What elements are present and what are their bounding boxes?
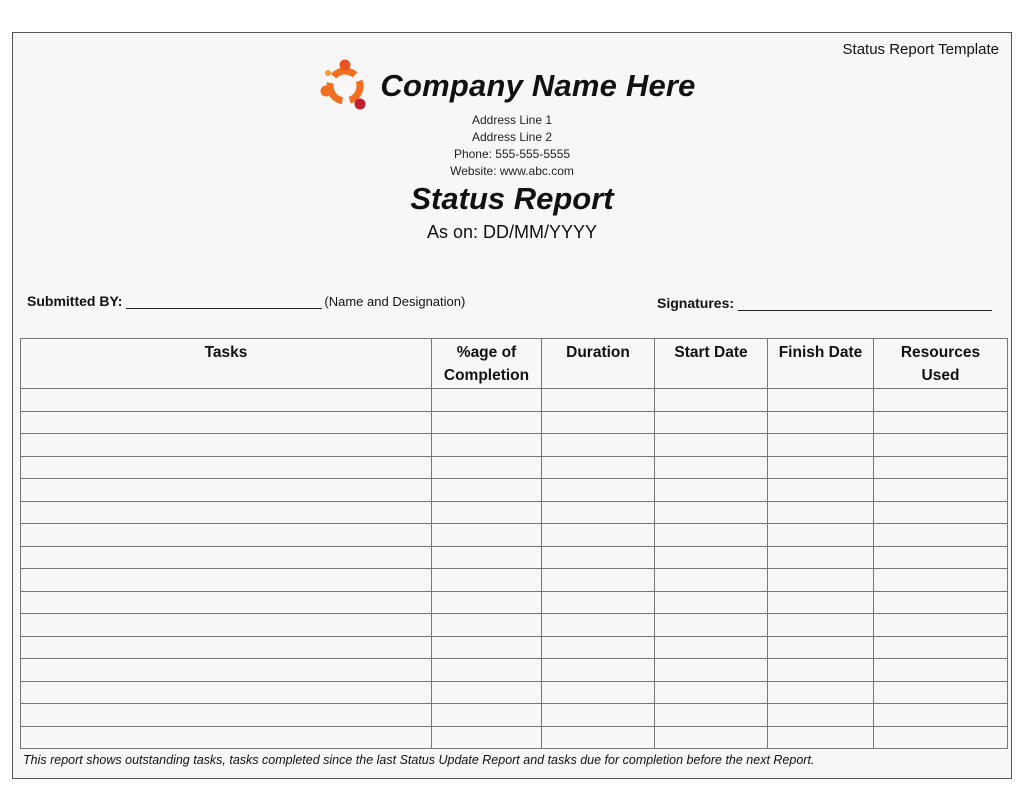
table-row <box>21 614 1008 637</box>
table-cell[interactable] <box>542 456 655 479</box>
table-cell[interactable] <box>542 434 655 457</box>
table-cell[interactable] <box>655 591 768 614</box>
table-cell[interactable] <box>874 434 1008 457</box>
table-cell[interactable] <box>542 659 655 682</box>
table-row <box>21 659 1008 682</box>
table-body <box>21 389 1008 749</box>
table-cell[interactable] <box>655 456 768 479</box>
table-cell[interactable] <box>21 389 432 412</box>
report-date: As on: DD/MM/YYYY <box>426 222 598 242</box>
table-cell[interactable] <box>432 681 542 704</box>
table-cell[interactable] <box>768 456 874 479</box>
table-cell[interactable] <box>542 704 655 727</box>
table-row <box>21 569 1008 592</box>
table-cell[interactable] <box>655 726 768 749</box>
table-row <box>21 681 1008 704</box>
table-cell[interactable] <box>21 636 432 659</box>
table-cell[interactable] <box>768 389 874 412</box>
table-row <box>21 524 1008 547</box>
status-report-sheet <box>12 32 1012 779</box>
address-line-1: Address Line 1 <box>471 113 553 127</box>
table-cell[interactable] <box>874 659 1008 682</box>
table-cell[interactable] <box>768 636 874 659</box>
table-cell[interactable] <box>874 681 1008 704</box>
table-cell[interactable] <box>768 501 874 524</box>
table-cell[interactable] <box>655 659 768 682</box>
table-cell[interactable] <box>432 704 542 727</box>
table-cell[interactable] <box>432 614 542 637</box>
col-duration: Duration <box>542 339 655 389</box>
table-cell[interactable] <box>21 681 432 704</box>
table-cell[interactable] <box>655 389 768 412</box>
table-row <box>21 501 1008 524</box>
table-cell[interactable] <box>432 389 542 412</box>
table-row <box>21 411 1008 434</box>
address-line-2: Address Line 2 <box>471 130 553 144</box>
table-row <box>21 636 1008 659</box>
table-cell[interactable] <box>768 479 874 502</box>
table-cell[interactable] <box>21 546 432 569</box>
table-cell[interactable] <box>21 726 432 749</box>
table-row <box>21 546 1008 569</box>
table-cell[interactable] <box>432 501 542 524</box>
table-cell[interactable] <box>768 591 874 614</box>
table-cell[interactable] <box>432 456 542 479</box>
table-cell[interactable] <box>874 614 1008 637</box>
table-row <box>21 456 1008 479</box>
table-cell[interactable] <box>768 659 874 682</box>
table-row <box>21 434 1008 457</box>
table-cell[interactable] <box>542 411 655 434</box>
table-cell[interactable] <box>768 569 874 592</box>
table-cell[interactable] <box>768 726 874 749</box>
col-resources-used: Resources Used <box>874 339 1008 389</box>
table-cell[interactable] <box>655 434 768 457</box>
table-cell[interactable] <box>874 636 1008 659</box>
table-cell[interactable] <box>655 681 768 704</box>
table-cell[interactable] <box>542 479 655 502</box>
signatures <box>657 295 992 311</box>
col-tasks: Tasks <box>21 339 432 389</box>
table-row <box>21 704 1008 727</box>
table-cell[interactable] <box>432 546 542 569</box>
table-cell[interactable] <box>655 704 768 727</box>
table-cell[interactable] <box>542 614 655 637</box>
table-cell[interactable] <box>768 411 874 434</box>
table-cell[interactable] <box>655 501 768 524</box>
table-cell[interactable] <box>768 614 874 637</box>
table-cell[interactable] <box>21 614 432 637</box>
table-cell[interactable] <box>655 569 768 592</box>
table-cell[interactable] <box>874 456 1008 479</box>
table-cell[interactable] <box>21 524 432 547</box>
signatures-field[interactable] <box>738 296 992 311</box>
table-cell[interactable] <box>21 434 432 457</box>
table-cell[interactable] <box>542 501 655 524</box>
table-cell[interactable] <box>874 524 1008 547</box>
table-cell[interactable] <box>542 524 655 547</box>
submitted-by-field[interactable] <box>126 294 322 309</box>
table-header-row <box>21 339 1008 389</box>
table-cell[interactable] <box>874 501 1008 524</box>
table-cell[interactable] <box>542 546 655 569</box>
website: Website: www.abc.com <box>450 164 574 178</box>
table-cell[interactable] <box>21 501 432 524</box>
table-cell[interactable] <box>874 546 1008 569</box>
table-cell[interactable] <box>768 546 874 569</box>
submitted-by-label: Submitted BY: <box>27 293 123 309</box>
table-cell[interactable] <box>655 546 768 569</box>
col-completion: %age of Completion <box>432 339 542 389</box>
table-cell[interactable] <box>655 636 768 659</box>
signatures-label: Signatures: <box>657 295 735 311</box>
table-cell[interactable] <box>874 389 1008 412</box>
table-row <box>21 479 1008 502</box>
table-cell[interactable] <box>21 659 432 682</box>
table-cell[interactable] <box>21 704 432 727</box>
table-cell[interactable] <box>655 411 768 434</box>
table-cell[interactable] <box>874 569 1008 592</box>
table-cell[interactable] <box>874 726 1008 749</box>
company-name: Company Name Here <box>380 68 696 103</box>
table-cell[interactable] <box>874 411 1008 434</box>
table-cell[interactable] <box>21 479 432 502</box>
table-cell[interactable] <box>874 704 1008 727</box>
table-cell[interactable] <box>542 569 655 592</box>
table-cell[interactable] <box>768 681 874 704</box>
table-cell[interactable] <box>874 591 1008 614</box>
table-row <box>21 726 1008 749</box>
submitted-by <box>27 293 465 309</box>
table-cell[interactable] <box>768 704 874 727</box>
table-cell[interactable] <box>655 614 768 637</box>
phone: Phone: 555-555-5555 <box>453 147 571 161</box>
table-cell[interactable] <box>874 479 1008 502</box>
table-row <box>21 591 1008 614</box>
table-cell[interactable] <box>432 659 542 682</box>
report-footnote: This report shows outstanding tasks, tasks completed since the last Status Update Report and tasks due for completion before the next Report. <box>23 753 815 767</box>
table-cell[interactable] <box>21 456 432 479</box>
table-cell[interactable] <box>542 636 655 659</box>
company-address <box>13 112 1011 180</box>
table-cell[interactable] <box>21 411 432 434</box>
col-start-date: Start Date <box>655 339 768 389</box>
company-logo-icon <box>314 55 376 117</box>
table-cell[interactable] <box>21 591 432 614</box>
table-cell[interactable] <box>542 726 655 749</box>
table-cell[interactable] <box>655 479 768 502</box>
table-cell[interactable] <box>768 524 874 547</box>
table-cell[interactable] <box>432 524 542 547</box>
table-cell[interactable] <box>432 434 542 457</box>
company-header <box>13 55 1011 117</box>
submitted-by-hint: (Name and Designation) <box>324 294 466 309</box>
table-cell[interactable] <box>542 591 655 614</box>
table-cell[interactable] <box>432 591 542 614</box>
table-cell[interactable] <box>768 434 874 457</box>
report-title: Status Report <box>410 181 614 216</box>
col-finish-date: Finish Date <box>768 339 874 389</box>
table-cell[interactable] <box>432 411 542 434</box>
table-cell[interactable] <box>432 726 542 749</box>
table-cell[interactable] <box>21 569 432 592</box>
template-label: Status Report Template <box>842 41 999 58</box>
table-row <box>21 389 1008 412</box>
table-cell[interactable] <box>542 389 655 412</box>
table-cell[interactable] <box>432 569 542 592</box>
tasks-table <box>20 338 1008 749</box>
table-cell[interactable] <box>432 479 542 502</box>
table-cell[interactable] <box>432 636 542 659</box>
table-cell[interactable] <box>542 681 655 704</box>
table-cell[interactable] <box>655 524 768 547</box>
